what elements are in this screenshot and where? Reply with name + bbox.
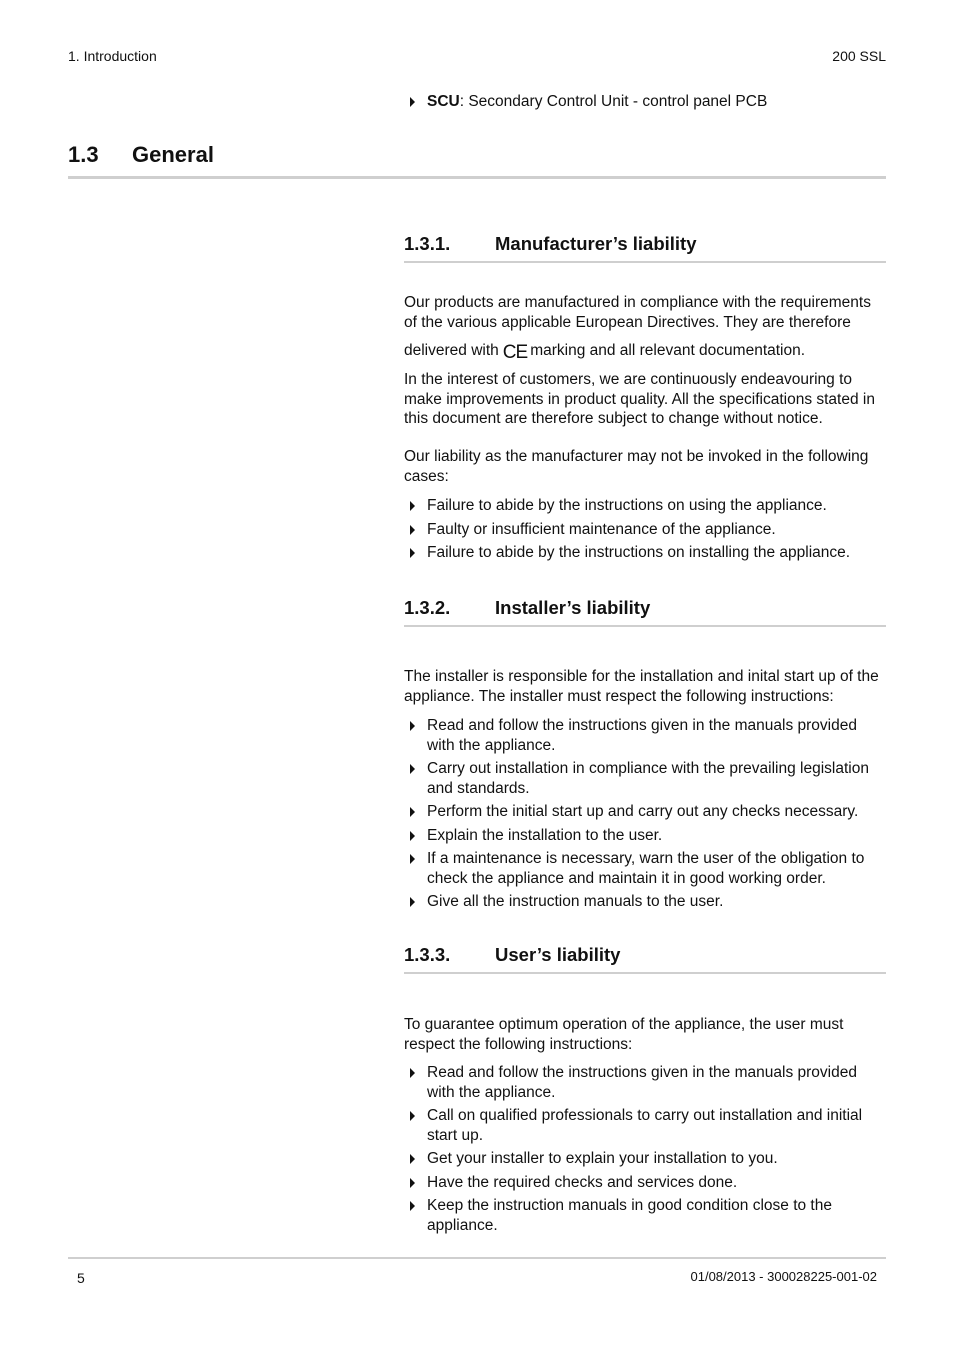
paragraph: In the interest of customers, we are continuously endeavouring to make improvements in product quality. All the specifications stated in this document are therefore subject to change without notice. <box>404 371 875 427</box>
intro-bullet-list <box>404 92 888 116</box>
bullet-arrow-icon <box>410 97 415 107</box>
installer-list <box>404 716 888 916</box>
bullet-arrow-icon <box>410 1201 415 1211</box>
text-before-mark: delivered with <box>404 342 499 359</box>
subsection-heading-manufacturer <box>404 233 888 255</box>
header-chapter: 1. Introduction <box>68 48 157 64</box>
list-item: Carry out installation in compliance with the prevailing legislation and standards. <box>404 759 888 798</box>
list-item: Call on qualified professionals to carry out installation and initial start up. <box>404 1106 888 1145</box>
paragraph: Our products are manufactured in compliance with the requirements of the various applicable European Directives. They are therefore <box>404 294 871 331</box>
bullet-arrow-icon <box>410 1154 415 1164</box>
list-item: Give all the instruction manuals to the user. <box>404 892 888 912</box>
subsection-number: 1.3.1. <box>404 233 451 254</box>
bullet-arrow-icon <box>410 807 415 817</box>
list-item: Get your installer to explain your installation to you. <box>404 1149 888 1169</box>
paragraph-ce <box>404 341 888 362</box>
bullet-arrow-icon <box>410 897 415 907</box>
list-item: Faulty or insufficient maintenance of the appliance. <box>404 520 888 540</box>
list-item: Explain the installation to the user. <box>404 826 888 846</box>
bullet-arrow-icon <box>410 1068 415 1078</box>
subsection-heading-installer <box>404 597 888 619</box>
text-after-mark: marking and all relevant documentation. <box>530 342 806 359</box>
footer-divider <box>68 1257 886 1259</box>
bullet-arrow-icon <box>410 854 415 864</box>
subsection-divider <box>404 261 886 263</box>
ce-mark-icon: CE <box>502 342 528 363</box>
list-item: Perform the initial start up and carry out any checks necessary. <box>404 802 888 822</box>
subsection-heading-user <box>404 944 888 966</box>
subsection-divider <box>404 972 886 974</box>
subsection-title: Installer’s liability <box>495 597 651 618</box>
manufacturer-list <box>404 496 888 567</box>
subsection-number: 1.3.2. <box>404 597 451 618</box>
term-definition: : Secondary Control Unit - control panel PCB <box>459 93 768 110</box>
term-scu: SCU <box>427 93 460 110</box>
bullet-arrow-icon <box>410 831 415 841</box>
bullet-arrow-icon <box>410 501 415 511</box>
user-list <box>404 1063 888 1239</box>
list-item: Failure to abide by the instructions on using the appliance. <box>404 496 888 516</box>
bullet-arrow-icon <box>410 525 415 535</box>
bullet-arrow-icon <box>410 1111 415 1121</box>
list-item <box>404 92 888 112</box>
subsection-divider <box>404 625 886 627</box>
section-number: 1.3 <box>68 142 99 167</box>
section-divider <box>68 176 886 179</box>
paragraph: To guarantee optimum operation of the appliance, the user must respect the following instructions: <box>404 1016 844 1053</box>
list-item: If a maintenance is necessary, warn the user of the obligation to check the appliance and maintain it in good working order. <box>404 849 888 888</box>
section-heading <box>68 142 886 168</box>
subsection-title: Manufacturer’s liability <box>495 233 697 254</box>
bullet-arrow-icon <box>410 764 415 774</box>
section-title: General <box>132 142 214 167</box>
list-item: Read and follow the instructions given in the manuals provided with the appliance. <box>404 716 888 755</box>
page-number: 5 <box>77 1270 85 1286</box>
paragraph: Our liability as the manufacturer may not be invoked in the following cases: <box>404 448 869 485</box>
list-item: Failure to abide by the instructions on installing the appliance. <box>404 543 888 563</box>
bullet-arrow-icon <box>410 721 415 731</box>
bullet-arrow-icon <box>410 1178 415 1188</box>
bullet-arrow-icon <box>410 548 415 558</box>
list-item: Keep the instruction manuals in good condition close to the appliance. <box>404 1196 888 1235</box>
paragraph: The installer is responsible for the installation and inital start up of the appliance. The installer must respect the following instructions: <box>404 668 879 705</box>
list-item: Read and follow the instructions given in the manuals provided with the appliance. <box>404 1063 888 1102</box>
header-product: 200 SSL <box>832 48 886 64</box>
subsection-number: 1.3.3. <box>404 944 451 965</box>
subsection-title: User’s liability <box>495 944 621 965</box>
list-item: Have the required checks and services done. <box>404 1173 888 1193</box>
document-reference: 01/08/2013 - 300028225-001-02 <box>690 1269 877 1284</box>
